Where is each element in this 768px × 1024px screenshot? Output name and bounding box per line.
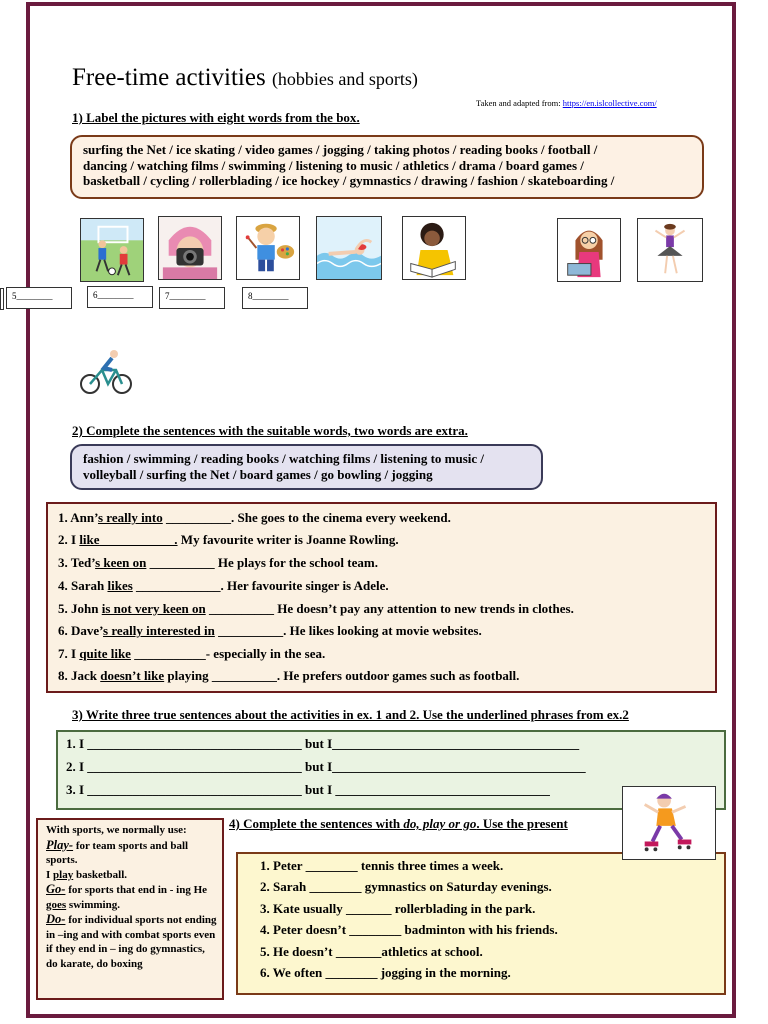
girl-dancing-icon xyxy=(638,219,702,281)
picture-photographer xyxy=(158,216,222,280)
picture-boy-painting xyxy=(236,216,300,280)
picture-girl-rollerblading xyxy=(622,786,716,860)
answer-gap[interactable]: __________ xyxy=(146,555,215,570)
ex1-heading-text: 1) Label the pictures with eight words from the box xyxy=(72,110,357,125)
page-title xyxy=(72,64,418,92)
note-underlined: goes xyxy=(46,898,67,911)
ex1-heading xyxy=(72,110,360,126)
underlined-phrase: like xyxy=(79,532,100,547)
photographer-icon xyxy=(159,217,221,279)
underlined-phrase: quite like xyxy=(79,646,131,661)
ex4-sentence-6[interactable]: 6. We often ________ jogging in the morning. xyxy=(260,965,511,980)
note-intro: With sports, we normally use: xyxy=(46,824,187,836)
ex2-sentence-2 xyxy=(58,532,399,548)
ex2-sentence-5 xyxy=(58,601,574,617)
ex2-sentence-6 xyxy=(58,623,482,639)
title-main: Free-time activities xyxy=(72,64,266,91)
ex1-heading-tail: . xyxy=(356,110,360,125)
football-players-icon xyxy=(81,219,143,281)
note-text: for individual sports not ending in –ing and with combat sports even if they end in – ing do gymnastics, do karate, do boxing xyxy=(46,914,217,970)
label-blank-7[interactable]: 7________ xyxy=(159,287,225,309)
answer-gap[interactable]: ___________. xyxy=(99,532,178,547)
word-box-line: basketball / cycling / rollerblading / ice hockey / gymnastics / drawing / fashion / skateboarding / xyxy=(83,173,615,188)
sentence-text: - especially in the sea. xyxy=(205,646,326,661)
ex4-sentence-2[interactable]: 2. Sarah ________ gymnastics on Saturday evenings. xyxy=(260,879,552,894)
girl-on-laptop-icon xyxy=(558,219,620,281)
note-go xyxy=(46,882,218,912)
note-text: I xyxy=(46,868,54,881)
ex2-word-box xyxy=(70,444,543,490)
ex2-sentence-3 xyxy=(58,555,378,571)
ex4-sentence-5[interactable]: 5. He doesn’t _______athletics at school. xyxy=(260,944,483,959)
source-prefix: Taken and adapted from: xyxy=(476,98,561,108)
ex2-sentence-1 xyxy=(58,510,451,526)
label-blank-partial xyxy=(0,288,4,310)
ex2-sentences-box xyxy=(46,502,717,693)
picture-cyclist xyxy=(76,346,136,400)
ex2-sentence-4 xyxy=(58,578,389,594)
underlined-phrase: is not very keen on xyxy=(101,601,206,616)
label-blank-8[interactable]: 8________ xyxy=(242,287,308,309)
picture-girl-dancing xyxy=(637,218,703,282)
note-underlined: play xyxy=(53,868,74,881)
picture-girl-on-laptop xyxy=(557,218,621,282)
source-note xyxy=(476,98,657,108)
note-rule-do: Do- xyxy=(46,912,66,926)
ex3-heading: 3) Write three true sentences about the activities in ex. 1 and 2. Use the underlined phrases from ex.2 xyxy=(72,707,629,722)
note-text: for team sports and ball sports. xyxy=(46,839,189,866)
sentence-text: 1. Ann’ xyxy=(58,510,98,525)
word-box-line: surfing the Net / ice skating / video games / jogging / taking photos / reading books / football / xyxy=(83,142,598,157)
word-box-line: volleyball / surfing the Net / board games / go bowling / jogging xyxy=(83,466,433,482)
ex2-sentence-8 xyxy=(58,668,519,684)
word-box-line: dancing / watching films / swimming / listening to music / athletics / drama / board games / xyxy=(83,157,584,173)
note-play xyxy=(46,838,218,868)
ex4-heading-text: . Use the present xyxy=(476,816,568,831)
ex2-sentence-7 xyxy=(58,646,325,662)
ex4-heading-text: 4) Complete the sentences with xyxy=(229,816,404,831)
ex4-heading xyxy=(229,816,568,832)
note-text: for sports that end in - ing He xyxy=(65,884,208,896)
sentence-text: . Her favourite singer is Adele. xyxy=(220,578,389,593)
sentence-text: He doesn’t pay any attention to new trends in clothes. xyxy=(273,601,574,616)
sentence-text: 2. I xyxy=(58,532,80,547)
swimmer-icon xyxy=(317,217,381,279)
sentence-text: . He likes looking at movie websites. xyxy=(283,623,482,638)
ex2-heading: 2) Complete the sentences with the suitable words, two words are extra. xyxy=(72,423,468,438)
ex4-sentence-4[interactable]: 4. Peter doesn’t ________ badminton with his friends. xyxy=(260,922,558,937)
label-blank-6[interactable]: 6________ xyxy=(87,286,153,308)
picture-girl-reading xyxy=(402,216,466,280)
sentence-text: 4. Sarah xyxy=(58,578,108,593)
underlined-phrase: likes xyxy=(107,578,133,593)
girl-rollerblading-icon xyxy=(623,787,715,859)
title-sub: (hobbies and sports) xyxy=(271,69,418,89)
ex4-sentence-3[interactable]: 3. Kate usually _______ rollerblading in the park. xyxy=(260,901,536,916)
answer-gap[interactable]: __________ xyxy=(162,510,231,525)
answer-gap[interactable]: _____________ xyxy=(132,578,221,593)
ex4-sentences-box xyxy=(236,852,726,995)
ex1-word-box xyxy=(70,135,704,199)
girl-reading-icon xyxy=(403,217,465,279)
ex3-line-2[interactable]: 2. I _________________________________ but I_______________________________________ xyxy=(66,759,586,774)
sentence-text: He plays for the school team. xyxy=(214,555,378,570)
answer-gap[interactable]: playing __________ xyxy=(164,668,277,683)
sentence-text: 8. Jack xyxy=(58,668,101,683)
sentence-text: 7. I xyxy=(58,646,80,661)
note-text: swimming. xyxy=(66,898,120,911)
source-link[interactable]: https://en.islcollective.com/ xyxy=(562,98,657,108)
boy-painting-icon xyxy=(237,217,299,279)
underlined-phrase: doesn’t like xyxy=(100,668,165,683)
ex4-heading-emphasis: do, play or go xyxy=(403,816,477,831)
note-text: basketball. xyxy=(73,868,128,881)
note-rule-go: Go- xyxy=(46,882,66,896)
answer-gap[interactable]: __________ xyxy=(214,623,284,638)
sentence-text: 3. Ted’ xyxy=(58,555,96,570)
underlined-phrase: s keen on xyxy=(95,555,147,570)
picture-swimmer xyxy=(316,216,382,280)
answer-gap[interactable]: __________ xyxy=(205,601,274,616)
grammar-note-box xyxy=(36,818,224,1000)
note-rule-play: Play- xyxy=(46,837,74,852)
underlined-phrase: s really interested in xyxy=(103,623,215,638)
ex3-line-1[interactable]: 1. I _________________________________ but I______________________________________ xyxy=(66,736,580,751)
sentence-text: My favourite writer is Joanne Rowling. xyxy=(177,532,399,547)
note-play-example xyxy=(46,868,218,883)
sentence-text: 5. John xyxy=(58,601,102,616)
cyclist-icon xyxy=(76,346,136,400)
ex4-sentence-1[interactable]: 1. Peter ________ tennis three times a week. xyxy=(260,858,504,873)
underlined-phrase: s really into xyxy=(97,510,163,525)
label-blank-5[interactable]: 5________ xyxy=(6,287,72,309)
ex3-line-3[interactable]: 3. I _________________________________ but I _________________________________ xyxy=(66,782,550,797)
sentence-text: . He prefers outdoor games such as football. xyxy=(276,668,520,683)
note-do xyxy=(46,912,218,971)
sentence-text: 6. Dave’ xyxy=(58,623,104,638)
picture-football-players xyxy=(80,218,144,282)
sentence-text: . She goes to the cinema every weekend. xyxy=(231,510,451,525)
answer-gap[interactable]: ___________ xyxy=(130,646,206,661)
word-box-line: fashion / swimming / reading books / watching films / listening to music / xyxy=(83,451,485,466)
